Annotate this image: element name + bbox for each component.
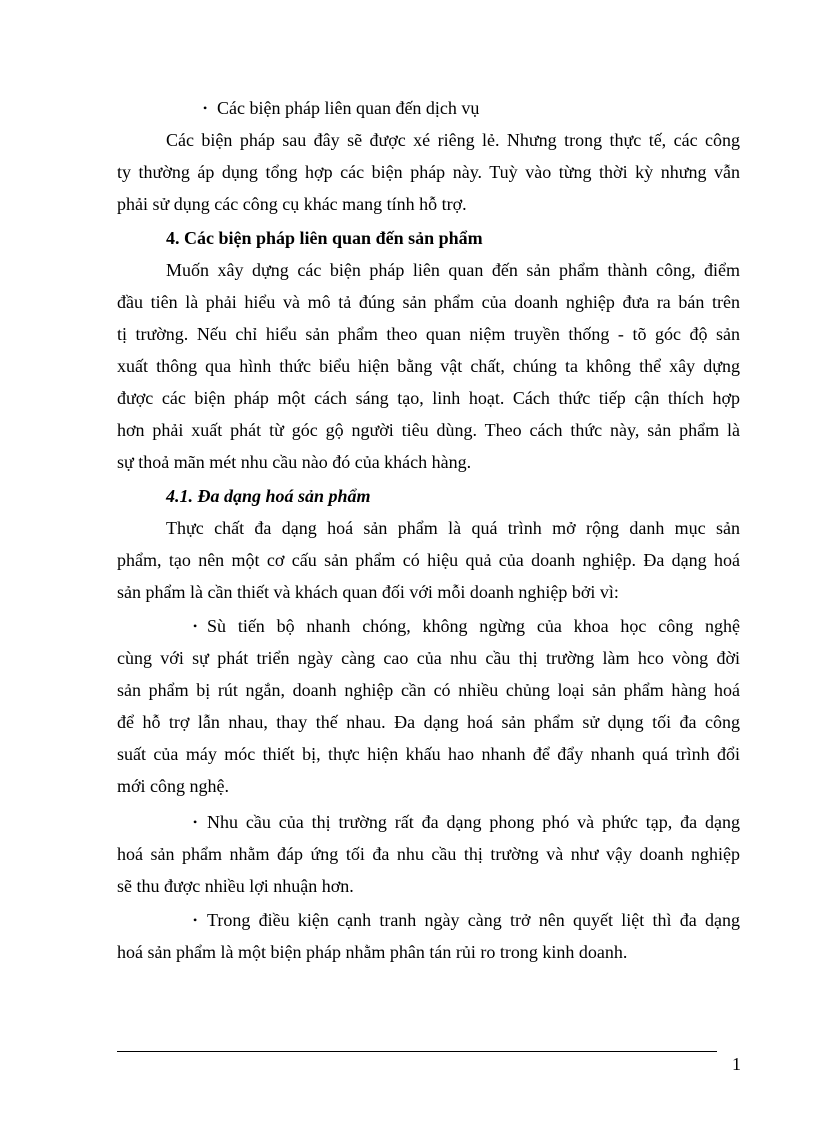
bullet-item-2 — [193, 811, 740, 833]
paragraph-san-pham-line: sự thoả mãn mét nhu cầu nào đó của khách hàng. — [117, 452, 472, 472]
bullet-item-1-line: cùng với sự phát triển ngày càng cao của nhu cầu thị trường làm hco vòng đời — [117, 648, 740, 668]
paragraph-intro-line: phải sử dụng các công cụ khác mang tính hỗ trợ. — [117, 194, 467, 214]
bullet-item-2-line: sẽ thu được nhiều lợi nhuận hơn. — [117, 876, 354, 896]
bullet-icon: • — [193, 913, 198, 927]
section-heading-4: 4. Các biện pháp liên quan đến sản phẩm — [166, 228, 483, 248]
bullet-text: Nhu cầu của thị trường rất đa dạng phong phó và phức tạp, đa dạng — [207, 812, 740, 832]
footer-divider — [117, 1051, 717, 1052]
paragraph-san-pham-line: Muốn xây dựng các biện pháp liên quan đến sản phẩm thành công, điểm — [166, 260, 740, 280]
paragraph-san-pham-line: đầu tiên là phải hiểu và mô tả đúng sản phẩm của doanh nghiệp đưa ra bán trên — [117, 292, 740, 312]
bullet-item-1 — [193, 615, 740, 637]
paragraph-da-dang-line: Thực chất đa dạng hoá sản phẩm là quá trình mở rộng danh mục sản — [166, 518, 740, 538]
bullet-icon: • — [203, 101, 208, 115]
bullet-text: Sù tiến bộ nhanh chóng, không ngừng của khoa học công nghệ — [207, 616, 740, 636]
paragraph-intro-line: Các biện pháp sau đây sẽ được xé riêng lẻ. Nhưng trong thực tế, các công — [166, 130, 740, 150]
bullet-item-1-line: mới công nghệ. — [117, 776, 229, 796]
bullet-item-1-line: suất của máy móc thiết bị, thực hiện khấu hao nhanh để đẩy nhanh quá trình đổi — [117, 744, 740, 764]
bullet-item-3-line: hoá sản phẩm là một biện pháp nhằm phân tán rủi ro trong kinh doanh. — [117, 942, 628, 962]
bullet-item-3 — [193, 909, 740, 931]
bullet-text: Trong điều kiện cạnh tranh ngày càng trở nên quyết liệt thì đa dạng — [207, 910, 740, 930]
paragraph-intro-line: ty thường áp dụng tổng hợp các biện pháp này. Tuỳ vào từng thời kỳ nhưng vẫn — [117, 162, 740, 182]
page-number: 1 — [732, 1054, 741, 1074]
bullet-item-1-line: sản phẩm bị rút ngắn, doanh nghiệp cần có nhiều chủng loại sản phẩm hàng hoá — [117, 680, 740, 700]
bullet-text: Các biện pháp liên quan đến dịch vụ — [217, 98, 480, 118]
paragraph-san-pham-line: tị trường. Nếu chỉ hiểu sản phẩm theo quan niệm truyền thống - tõ góc độ sản — [117, 324, 740, 344]
bullet-item-2-line: hoá sản phẩm nhằm đáp ứng tối đa nhu cầu thị trường và như vậy doanh nghiệp — [117, 844, 740, 864]
bullet-icon: • — [193, 619, 198, 633]
paragraph-san-pham-line: được các biện pháp một cách sáng tạo, linh hoạt. Cách thức tiếp cận thích hợp — [117, 388, 740, 408]
paragraph-da-dang-line: sản phẩm là cần thiết và khách quan đối với mỗi doanh nghiệp bởi vì: — [117, 582, 619, 602]
paragraph-san-pham-line: xuất thông qua hình thức biểu hiện bằng vật chất, chúng ta không thể xây dựng — [117, 356, 740, 376]
paragraph-san-pham-line: hơn phải xuất phát từ góc gộ người tiêu dùng. Theo cách thức này, sản phẩm là — [117, 420, 740, 440]
bullet-icon: • — [193, 815, 198, 829]
bullet-item-dich-vu — [203, 97, 479, 119]
paragraph-da-dang-line: phẩm, tạo nên một cơ cấu sản phẩm có hiệu quả của doanh nghiệp. Đa dạng hoá — [117, 550, 740, 570]
bullet-item-1-line: để hỗ trợ lẫn nhau, thay thế nhau. Đa dạng hoá sản phẩm sử dụng tối đa công — [117, 712, 740, 732]
section-heading-4-1: 4.1. Đa dạng hoá sản phẩm — [166, 486, 371, 506]
